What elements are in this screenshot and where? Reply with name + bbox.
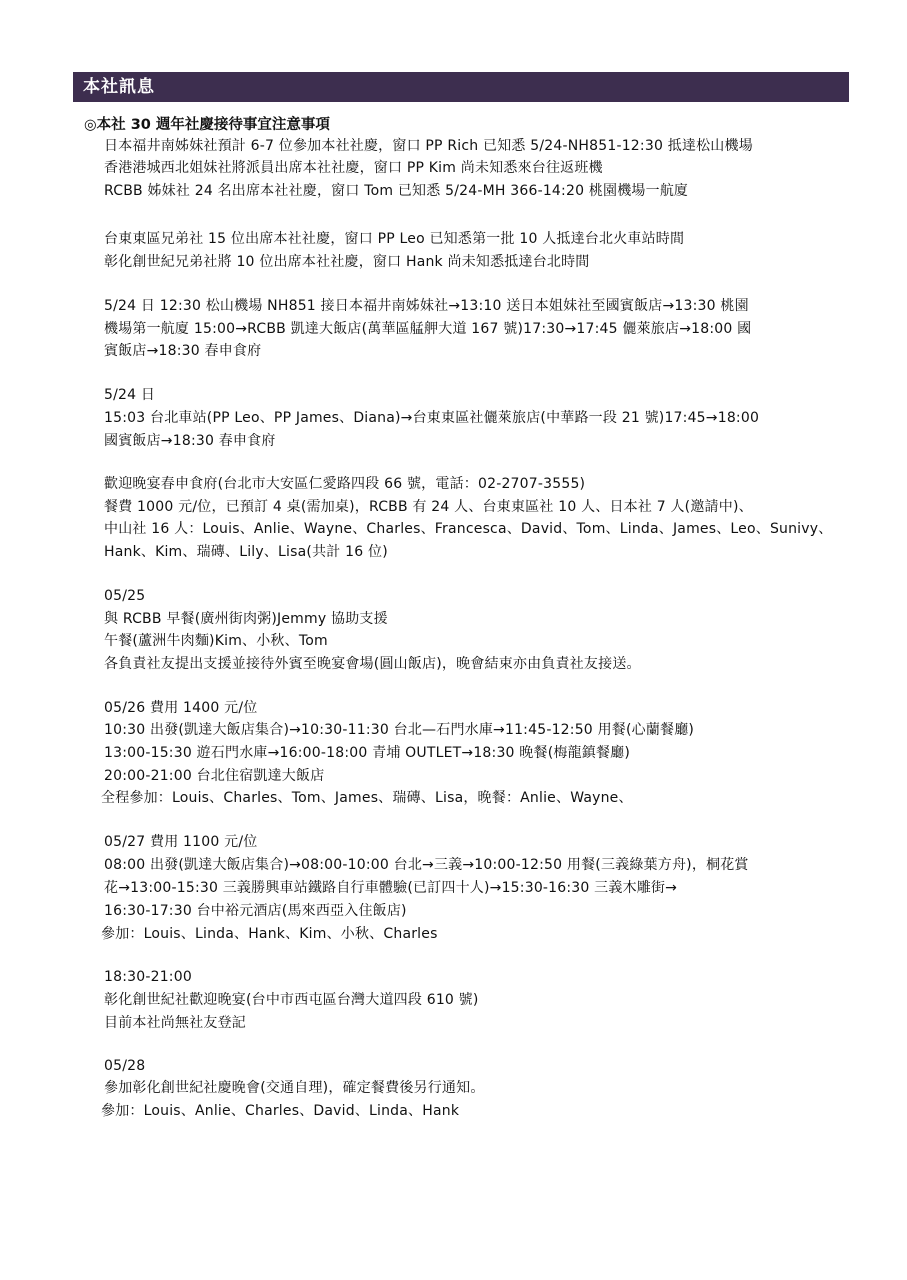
text-line: 賓飯店→18:30 春申食府 bbox=[104, 343, 262, 359]
text-line: 歡迎晚宴春申食府(台北市大安區仁愛路四段 66 號，電話：02-2707-3555) bbox=[104, 476, 586, 492]
text-line: 參加彰化創世紀社慶晚會(交通自理)，確定餐費後另行通知。 bbox=[104, 1080, 485, 1096]
text-line: 18:30-21:00 bbox=[104, 969, 192, 985]
text-line: 20:00-21:00 台北住宿凱達大飯店 bbox=[104, 768, 325, 784]
text-line: 花→13:00-15:30 三義勝興車站鐵路自行車體驗(已訂四十人)→15:30-16:30 三義木雕街→ bbox=[104, 880, 678, 896]
text-line: 05/26 費用 1400 元/位 bbox=[104, 700, 258, 716]
text-line: 彰化創世紀社歡迎晚宴(台中市西屯區台灣大道四段 610 號) bbox=[104, 992, 479, 1008]
text-line: 13:00-15:30 遊石門水庫→16:00-18:00 青埔 OUTLET→18:30 晚餐(梅龍鎮餐廳) bbox=[104, 745, 631, 761]
text-line: 中山社 16 人：Louis、Anlie、Wayne、Charles、Francesca、David、Tom、Linda、James、Leo、Sunivy、 bbox=[104, 521, 833, 537]
text-line: 國賓飯店→18:30 春申食府 bbox=[104, 433, 276, 449]
text-line: 全程參加：Louis、Charles、Tom、James、瑞磚、Lisa，晚餐：Anlie、Wayne、 bbox=[101, 790, 633, 806]
text-line: 08:00 出發(凱達大飯店集合)→08:00-10:00 台北→三義→10:00-12:50 用餐(三義綠葉方舟)，桐花賞 bbox=[104, 857, 749, 873]
text-line: 日本福井南姊妹社預計 6-7 位參加本社社慶，窗口 PP Rich 已知悉 5/24-NH851-12:30 抵達松山機場 bbox=[104, 138, 753, 154]
section-title: ◎本社 30 週年社慶接待事宜注意事項 bbox=[84, 117, 330, 133]
text-line: 05/27 費用 1100 元/位 bbox=[104, 834, 258, 850]
text-line: 午餐(蘆洲牛肉麵)Kim、小秋、Tom bbox=[104, 633, 328, 649]
text-line: 彰化創世紀兄弟社將 10 位出席本社社慶，窗口 Hank 尚未知悉抵達台北時間 bbox=[104, 254, 590, 270]
text-line: 16:30-17:30 台中裕元酒店(馬來西亞入住飯店) bbox=[104, 903, 407, 919]
text-line: 香港港城西北姐妹社將派員出席本社社慶，窗口 PP Kim 尚未知悉來台往返班機 bbox=[104, 160, 603, 176]
text-line: 參加：Louis、Linda、Hank、Kim、小秋、Charles bbox=[101, 926, 438, 942]
text-line: 5/24 日 bbox=[104, 387, 156, 403]
text-line: 10:30 出發(凱達大飯店集合)→10:30-11:30 台北—石門水庫→11:45-12:50 用餐(心蘭餐廳) bbox=[104, 722, 695, 738]
text-line: 機場第一航廈 15:00→RCBB 凱達大飯店(萬華區艋舺大道 167 號)17:30→17:45 儷萊旅店→18:00 國 bbox=[104, 321, 752, 337]
text-line: 各負責社友提出支援並接待外賓至晚宴會場(圓山飯店)，晚會結束亦由負責社友接送。 bbox=[104, 656, 641, 672]
text-line: RCBB 姊妹社 24 名出席本社社慶，窗口 Tom 已知悉 5/24-MH 366-14:20 桃園機場一航廈 bbox=[104, 183, 689, 199]
text-line: Hank、Kim、瑞磚、Lily、Lisa(共計 16 位) bbox=[104, 544, 388, 560]
text-line: 5/24 日 12:30 松山機場 NH851 接日本福井南姊妹社→13:10 送日本姐妹社至國賓飯店→13:30 桃園 bbox=[104, 298, 749, 314]
text-line: 目前本社尚無社友登記 bbox=[104, 1015, 246, 1031]
text-line: 參加：Louis、Anlie、Charles、David、Linda、Hank bbox=[101, 1103, 460, 1119]
text-line: 05/25 bbox=[104, 588, 146, 604]
header-title: 本社訊息 bbox=[83, 77, 155, 97]
text-line: 05/28 bbox=[104, 1058, 146, 1074]
text-line: 台東東區兄弟社 15 位出席本社社慶，窗口 PP Leo 已知悉第一批 10 人抵達台北火車站時間 bbox=[104, 231, 685, 247]
text-line: 與 RCBB 早餐(廣州街肉粥)Jemmy 協助支援 bbox=[104, 611, 388, 627]
text-line: 15:03 台北車站(PP Leo、PP James、Diana)→台東東區社儷萊旅店(中華路一段 21 號)17:45→18:00 bbox=[104, 410, 760, 426]
text-line: 餐費 1000 元/位，已預訂 4 桌(需加桌)，RCBB 有 24 人、台東東區社 10 人、日本社 7 人(邀請中)、 bbox=[104, 499, 753, 515]
